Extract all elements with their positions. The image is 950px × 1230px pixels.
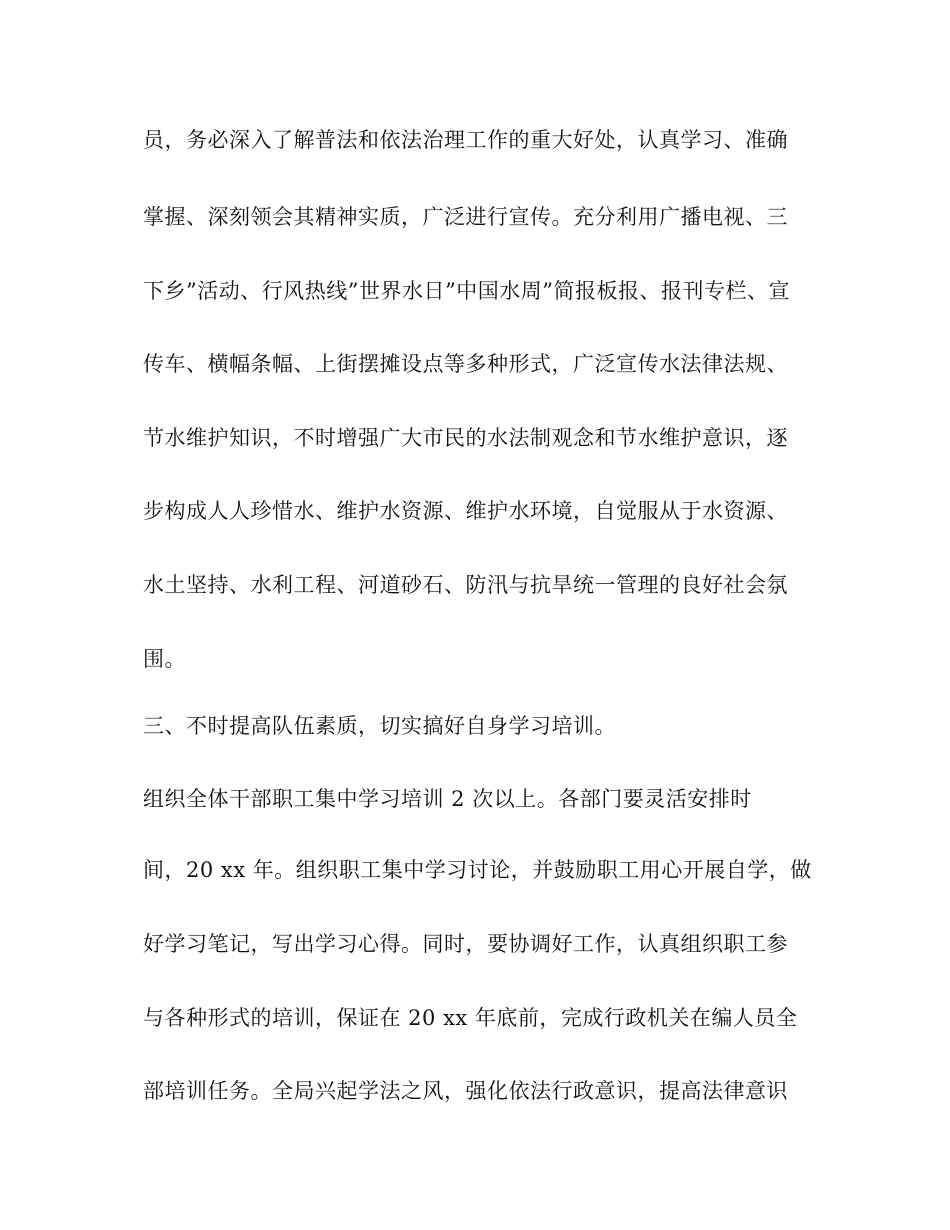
- paragraph-line: 组织全体干部职工集中学习培训 2 次以上。各部门要灵活安排时: [143, 787, 752, 811]
- paragraph-line: 掌握、深刻领会其精神实质，广泛进行宣传。充分利用广播电视、三: [143, 205, 788, 229]
- paragraph-line: 部培训任务。全局兴起学法之风，强化依法行政意识，提高法律意识: [143, 1079, 788, 1103]
- paragraph-line: 好学习笔记，写出学习心得。同时，要协调好工作，认真组织职工参: [143, 932, 788, 956]
- paragraph-line: 水土坚持、水利工程、河道砂石、防汛与抗旱统一管理的良好社会氛: [143, 573, 788, 597]
- paragraph-line: 间，20 xx 年。组织职工集中学习讨论，并鼓励职工用心开展自学，做: [143, 858, 812, 882]
- paragraph-line: 围。: [143, 647, 186, 671]
- paragraph-line: 员，务必深入了解普法和依法治理工作的重大好处，认真学习、准确: [143, 128, 788, 152]
- paragraph-line: 步构成人人珍惜水、维护水资源、维护水环境，自觉服从于水资源、: [143, 499, 788, 523]
- paragraph-line: 下乡”活动、行风热线”世界水日”中国水周”简报板报、报刊专栏、宣: [143, 279, 790, 303]
- paragraph-line: 节水维护知识，不时增强广大市民的水法制观念和节水维护意识，逐: [143, 426, 788, 450]
- paragraph-line: 与各种形式的培训，保证在 20 xx 年底前，完成行政机关在编人员全: [143, 1006, 798, 1030]
- paragraph-line: 传车、横幅条幅、上街摆摊设点等多种形式，广泛宣传水法律法规、: [143, 352, 788, 376]
- section-heading: 三、不时提高队伍素质，切实搞好自身学习培训。: [143, 714, 616, 738]
